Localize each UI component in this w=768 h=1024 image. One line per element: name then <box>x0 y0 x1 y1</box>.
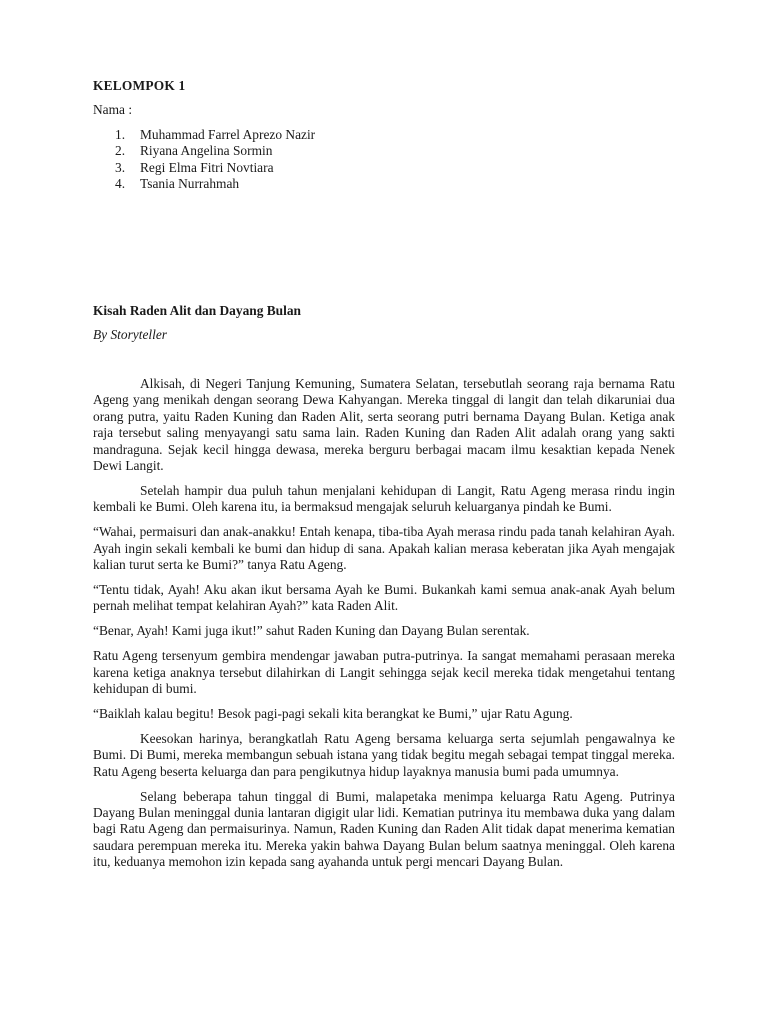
list-item <box>93 176 315 192</box>
paragraph: Keesokan harinya, berangkatlah Ratu Ageng bersama keluarga serta sejumlah pengawalnya ke Bumi. Di Bumi, mereka membangun sebuah istana yang tidak begitu megah sebagai tempat tinggal mereka. Ratu Ageng beserta keluarga dan para pengikutnya hidup layaknya manusia bumi pada umumnya. <box>93 730 675 779</box>
paragraph: “Tentu tidak, Ayah! Aku akan ikut bersama Ayah ke Bumi. Bukankah kami semua anak-anak Ayah belum pernah melihat tempat kelahiran Ayah?” kata Raden Alit. <box>93 581 675 614</box>
list-item <box>93 160 315 176</box>
member-name: Tsania Nurrahmah <box>140 175 240 191</box>
member-name: Regi Elma Fitri Novtiara <box>140 159 274 175</box>
name-label: Nama : <box>93 102 133 117</box>
list-number: 1. <box>115 127 126 142</box>
member-name: Riyana Angelina Sormin <box>140 143 273 159</box>
paragraph: Setelah hampir dua puluh tahun menjalani kehidupan di Langit, Ratu Ageng merasa rindu ingin kembali ke Bumi. Oleh karena itu, ia bermaksud mengajak seluruh keluarganya pindah ke Bumi. <box>93 482 675 515</box>
member-name: Muhammad Farrel Aprezo Nazir <box>140 127 316 142</box>
story-byline: By Storyteller <box>93 327 167 342</box>
list-number: 4. <box>115 175 126 191</box>
list-number: 2. <box>115 143 126 159</box>
paragraph: “Baiklah kalau begitu! Besok pagi-pagi sekali kita berangkat ke Bumi,” ujar Ratu Agung. <box>93 705 573 721</box>
member-list <box>93 127 315 192</box>
story-title: Kisah Raden Alit dan Dayang Bulan <box>93 303 301 318</box>
paragraph: “Benar, Ayah! Kami juga ikut!” sahut Raden Kuning dan Dayang Bulan serentak. <box>93 623 530 639</box>
paragraph: Ratu Ageng tersenyum gembira mendengar jawaban putra-putrinya. Ia sangat memahami perasaan mereka karena ketiga anaknya tersebut dilahirkan di Langit sehingga sejak kecil mereka tidak mengetahui tentang kehidupan di bumi. <box>93 648 675 696</box>
story-body <box>93 376 675 879</box>
list-item <box>93 127 315 143</box>
paragraph: “Wahai, permaisuri dan anak-anakku! Entah kenapa, tiba-tiba Ayah merasa rindu pada tanah kelahiran Ayah. Ayah ingin sekali kembali ke bumi dan hidup di sana. Apakah kalian merasa keberatan jika Ayah mengajak kalian turut serta ke Bumi?” tanya Ratu Ageng. <box>93 524 675 573</box>
group-title: KELOMPOK 1 <box>93 78 186 93</box>
list-number: 3. <box>115 159 126 175</box>
paragraph: Alkisah, di Negeri Tanjung Kemuning, Sumatera Selatan, tersebutlah seorang raja bernama Ratu Ageng yang menikah dengan seorang Dewa Kahyangan. Mereka tinggal di langit dan telah dikaruniai dua orang putra, yaitu Raden Kuning dan Raden Alit, serta seorang putri bernama Dayang Bulan. Ketiga anak raja tersebut saling menyayangi satu sama lain. Raden Kuning dan Raden Alit adalah orang yang sakti mandraguna. Sejak kecil hingga dewasa, mereka berguru berbagai macam ilmu kesaktian kepada Nenek Dewi Langit. <box>93 376 675 474</box>
list-item <box>93 143 315 159</box>
paragraph: Selang beberapa tahun tinggal di Bumi, malapetaka menimpa keluarga Ratu Ageng. Putrinya Dayang Bulan meninggal dunia lantaran digigit ular lidi. Kematian putrinya itu membawa duka yang dalam bagi Ratu Ageng dan permaisurinya. Namun, Raden Kuning dan Raden Alit tidak dapat menerima kematian saudara perempuan mereka itu. Mereka yakin bahwa Dayang Bulan belum saatnya meninggal. Oleh karena itu, keduanya memohon izin kepada sang ayahanda untuk pergi mencari Dayang Bulan. <box>93 788 675 870</box>
